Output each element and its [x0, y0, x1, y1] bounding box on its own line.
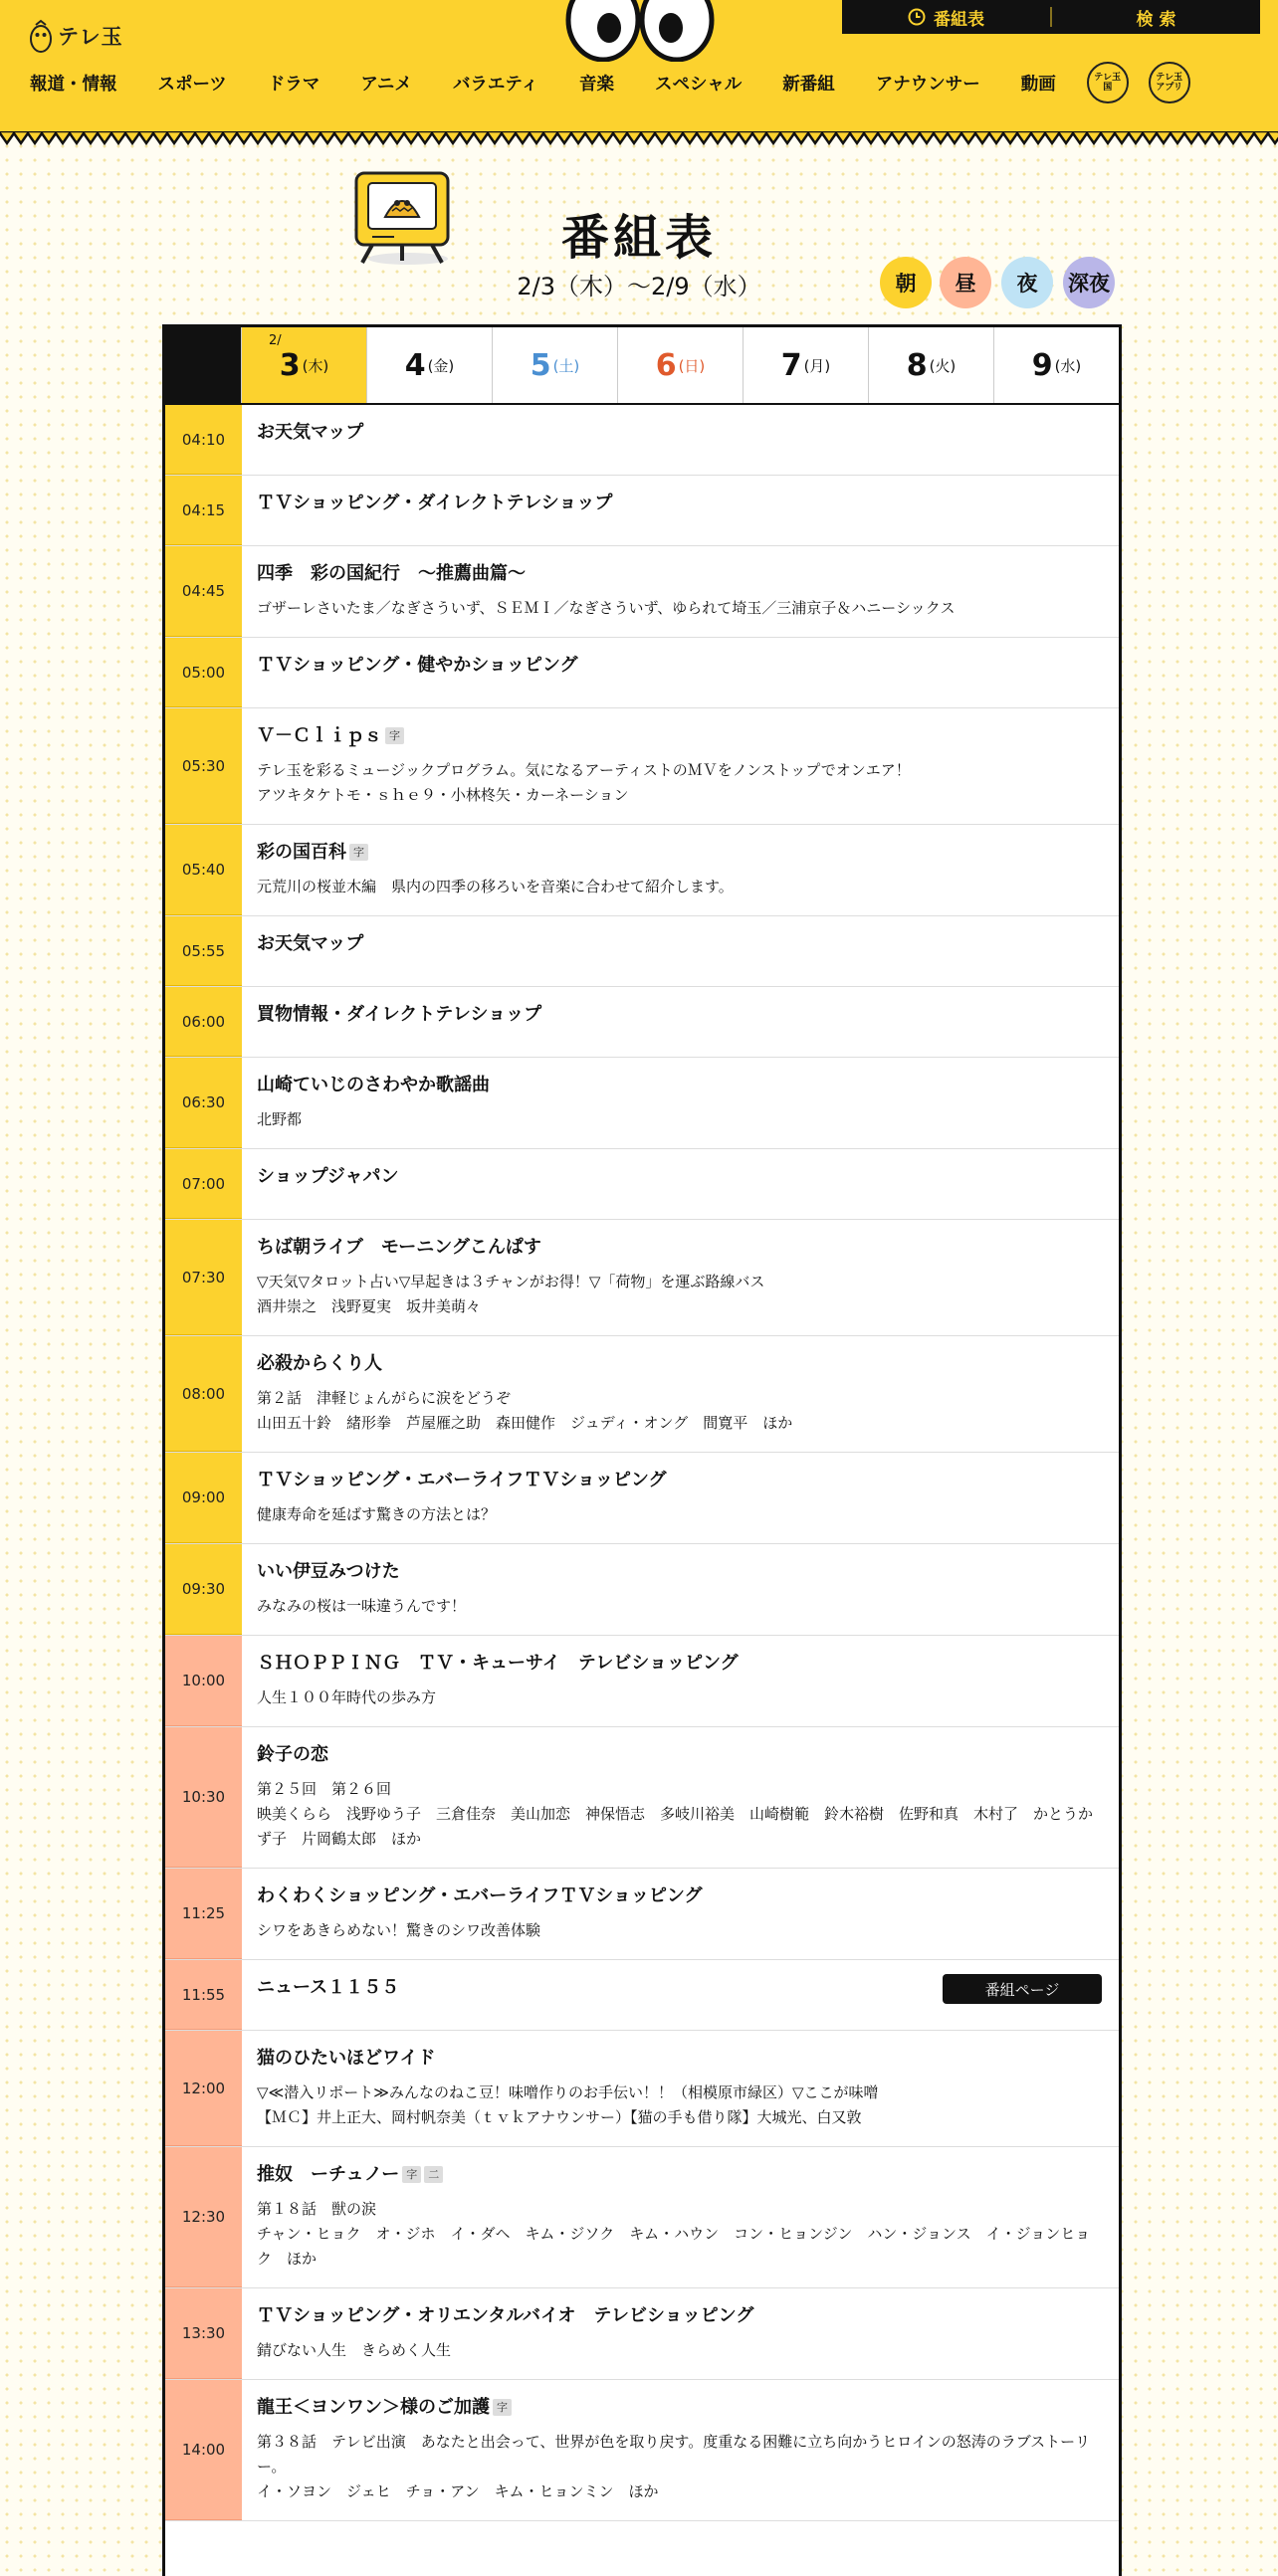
program-row[interactable] — [165, 1149, 1119, 1220]
day-tab-number: 3 — [279, 347, 301, 383]
program-info — [242, 1544, 1119, 1635]
program-info — [242, 1636, 1119, 1726]
program-time: 14:00 — [165, 2380, 242, 2520]
program-title[interactable]: 龍王＜ヨンワン＞様のご加護 字 — [257, 2396, 1105, 2420]
search-link-label: 検 索 — [1136, 9, 1176, 30]
program-time: 12:30 — [165, 2147, 242, 2287]
program-title[interactable]: ニュース１１５５ — [257, 1977, 400, 1998]
program-time: 07:00 — [165, 1149, 242, 1219]
program-description: 北野都 — [257, 1110, 303, 1128]
program-info — [242, 708, 1119, 824]
program-info — [242, 987, 1119, 1057]
program-title[interactable]: 彩の国百科 字 — [257, 841, 1105, 865]
program-row[interactable] — [165, 546, 1119, 638]
program-time: 06:00 — [165, 987, 242, 1057]
day-tab-weekday: (金) — [427, 356, 455, 375]
program-row[interactable] — [165, 1058, 1119, 1149]
program-title[interactable]: Ｖ－Ｃｌｉｐｓ 字 — [257, 724, 1105, 748]
time-of-day-late-night[interactable]: 深夜 — [1063, 257, 1115, 308]
program-badge: 字 — [493, 2399, 512, 2416]
program-row[interactable] — [165, 1453, 1119, 1544]
day-tab-number: 5 — [530, 347, 551, 383]
program-title[interactable]: ＴＶショッピング・健やかショッピング — [257, 655, 578, 676]
program-time: 05:00 — [165, 638, 242, 707]
time-of-day-night[interactable]: 夜 — [1001, 257, 1053, 308]
program-title[interactable]: 買物情報・ダイレクトテレショップ — [257, 1004, 542, 1025]
app-circle-icon[interactable]: テレ玉 アプリ — [1149, 62, 1190, 103]
day-tab-weekday: (日) — [678, 356, 706, 375]
top-utility-bar — [842, 0, 1260, 34]
program-row[interactable] — [165, 916, 1119, 987]
day-tab-month: 2/ — [269, 333, 282, 348]
program-row[interactable] — [165, 1727, 1119, 1869]
program-title[interactable]: ＴＶショッピング・エバーライフＴＶショッピング — [257, 1470, 667, 1490]
program-time: 11:25 — [165, 1869, 242, 1959]
program-time: 10:30 — [165, 1727, 242, 1868]
program-title[interactable]: 必殺からくり人 — [257, 1353, 382, 1374]
day-tab-number: 4 — [404, 347, 426, 383]
program-title[interactable]: お天気マップ — [257, 422, 364, 443]
program-description: 第２５回 第２６回 映美くらら 浅野ゆう子 三倉佳奈 美山加恋 神保悟志 多岐川裕美 山崎樹範 鈴木裕樹 佐野和真 木村了 かとうかず子 片岡鶴太郎 ほか — [257, 1780, 1094, 1848]
program-title[interactable]: 鈴子の恋 — [257, 1744, 328, 1765]
program-row[interactable] — [165, 638, 1119, 708]
day-tab-weekday: (土) — [552, 356, 580, 375]
day-tab-number: 6 — [655, 347, 677, 383]
nav-item-drama[interactable]: ドラマ — [267, 74, 320, 95]
program-title[interactable]: わくわくショッピング・エバーライフＴＶショッピング — [257, 1885, 703, 1906]
mascot-icon — [30, 18, 52, 54]
program-row[interactable] — [165, 1544, 1119, 1636]
program-description: ▽天気▽タロット占い▽早起きは３チャンがお得！▽「荷物」を運ぶ路線バス 酒井崇之 浅野夏実 坂井美萌々 — [257, 1273, 765, 1315]
schedule-table — [162, 324, 1122, 2576]
program-description: 人生１００年時代の歩み方 — [257, 1688, 437, 1706]
program-description: 第２話 津軽じょんがらに涙をどうぞ 山田五十鈴 緒形拳 芦屋雁之助 森田健作 ジュディ・オング 間寛平 ほか — [257, 1389, 793, 1432]
program-time: 11:55 — [165, 1960, 242, 2030]
nav-item-sports[interactable]: スポーツ — [157, 74, 227, 95]
day-tab-5[interactable] — [492, 327, 617, 403]
time-of-day-daytime[interactable]: 昼 — [940, 257, 991, 308]
nav-item-anime[interactable]: アニメ — [360, 74, 412, 95]
day-tab-6[interactable] — [617, 327, 743, 403]
day-tab-8[interactable] — [868, 327, 993, 403]
program-time: 13:30 — [165, 2288, 242, 2379]
day-tabs — [165, 327, 1119, 405]
program-description: ▽≪潜入リポート≫みんなのねこ豆！味噌作りのお手伝い！！（相模原市緑区）▽ここが味噌 【ＭＣ】井上正大、岡村帆奈美（ｔｖｋアナウンサー）【猫の手も借り隊】大城光、白又敦 — [257, 2083, 879, 2126]
program-time: 07:30 — [165, 1220, 242, 1335]
program-description: ゴザーレさいたま／なぎさういず、ＳＥＭＩ／なぎさういず、ゆられて埼玉／三浦京子＆ハニーシックス — [257, 599, 956, 617]
telecast-circle-icon[interactable]: テレ玉 国 — [1087, 62, 1129, 103]
nav-item-news[interactable]: 報道・情報 — [30, 74, 117, 95]
program-time: 04:10 — [165, 405, 242, 475]
site-logo[interactable] — [30, 16, 123, 56]
program-info — [242, 2380, 1119, 2520]
header-zigzag-edge — [0, 131, 1278, 147]
program-time: 04:45 — [165, 546, 242, 637]
program-info — [242, 2031, 1119, 2146]
program-info — [242, 1336, 1119, 1452]
program-time: 09:30 — [165, 1544, 242, 1635]
program-row[interactable] — [165, 2288, 1119, 2380]
program-title[interactable]: 猫のひたいほどワイド — [257, 2048, 436, 2069]
program-row[interactable] — [165, 2031, 1119, 2147]
program-title[interactable]: 四季 彩の国紀行 ～推薦曲篇～ — [257, 563, 526, 584]
eyes-icon — [565, 0, 715, 62]
program-info — [242, 2288, 1119, 2379]
program-row[interactable] — [165, 708, 1119, 825]
day-tabs-corner — [165, 327, 241, 403]
program-row[interactable] — [165, 2380, 1119, 2521]
day-tab-weekday: (月) — [803, 356, 831, 375]
program-time: 05:30 — [165, 708, 242, 824]
program-description: テレ玉を彩るミュージックプログラム。気になるアーティストのＭＶをノンストップでオンエア！ アツキタケトモ・ｓｈｅ９・小林柊矢・カーネーション — [257, 761, 911, 804]
program-page-button[interactable]: 番組ページ — [943, 1974, 1102, 2004]
program-title[interactable]: ＴＶショッピング・オリエンタルバイオ テレビショッピング — [257, 2305, 754, 2326]
nav-item-variety[interactable]: バラエティ — [452, 74, 539, 95]
program-description: 第１８話 獣の涙 チャン・ヒョク オ・ジホ イ・ダヘ キム・ジソク キム・ハウン コン・ヒョンジン ハン・ジョンス イ・ジョンヒョク ほか — [257, 2200, 1091, 2268]
program-description: 健康寿命を延ばす驚きの方法とは？ — [257, 1505, 497, 1523]
search-link[interactable] — [1052, 5, 1260, 30]
program-info — [242, 1220, 1119, 1335]
page-title: 番組表 — [560, 210, 717, 266]
program-row[interactable] — [165, 987, 1119, 1058]
program-info — [242, 825, 1119, 915]
program-row[interactable] — [165, 1960, 1119, 2031]
day-tab-weekday: (火) — [929, 356, 957, 375]
program-row[interactable] — [165, 2147, 1119, 2288]
program-title[interactable]: 山崎ていじのさわやか歌謡曲 — [257, 1075, 490, 1095]
program-row[interactable] — [165, 825, 1119, 916]
program-row[interactable] — [165, 405, 1119, 476]
program-info — [242, 1058, 1119, 1148]
program-info — [242, 2147, 1119, 2287]
program-info — [242, 1149, 1119, 1219]
site-header — [0, 0, 1278, 133]
program-badge: 二 — [424, 2166, 443, 2183]
clock-icon — [908, 8, 926, 26]
day-tab-weekday: (木) — [302, 356, 329, 375]
time-of-day-morning[interactable]: 朝 — [880, 257, 932, 308]
schedule-link-label: 番組表 — [934, 9, 984, 30]
program-time: 10:00 — [165, 1636, 242, 1726]
program-title[interactable]: ＴＶショッピング・ダイレクトテレショップ — [257, 493, 613, 513]
day-tab-7[interactable] — [743, 327, 868, 403]
program-info — [242, 1727, 1119, 1868]
program-info — [242, 916, 1119, 986]
nav-item-video[interactable]: 動画 — [1020, 74, 1056, 95]
program-description: 第３８話 テレビ出演 あなたと出会って、世界が色を取り戻す。度重なる困難に立ち向かうヒロインの怒涛のラブストーリー。 イ・ソヨン ジェヒ チョ・アン キム・ヒョンミン ほか — [257, 2433, 1091, 2500]
program-description: シワをあきらめない！驚きのシワ改善体験 — [257, 1921, 541, 1939]
program-time: 08:00 — [165, 1336, 242, 1452]
program-badge: 字 — [349, 844, 368, 861]
program-time: 09:00 — [165, 1453, 242, 1543]
program-row[interactable] — [165, 1336, 1119, 1453]
nav-item-special[interactable]: スペシャル — [655, 74, 743, 95]
day-tab-number: 8 — [906, 347, 928, 383]
day-tab-3[interactable] — [241, 327, 366, 403]
program-info — [242, 405, 1119, 475]
program-title[interactable]: ちば朝ライブ モーニングこんぱす — [257, 1237, 541, 1258]
nav-item-announcers[interactable]: アナウンサー — [875, 74, 980, 95]
program-time: 05:40 — [165, 825, 242, 915]
main-nav — [30, 62, 1190, 103]
program-info — [242, 1869, 1119, 1959]
program-title[interactable]: 推奴 ーチュノー 字 二 — [257, 2163, 1105, 2187]
program-description: 錆びない人生 きらめく人生 — [257, 2341, 452, 2359]
program-info — [242, 546, 1119, 637]
program-row[interactable] — [165, 476, 1119, 546]
program-info — [242, 1453, 1119, 1543]
day-tab-9[interactable] — [993, 327, 1119, 403]
program-row[interactable] — [165, 1869, 1119, 1960]
program-title[interactable]: ショップジャパン — [257, 1166, 399, 1187]
day-tab-weekday: (水) — [1054, 356, 1082, 375]
program-time: 04:15 — [165, 476, 242, 545]
program-description: 元荒川の桜並木編 県内の四季の移ろいを音楽に合わせて紹介します。 — [257, 878, 734, 895]
program-info — [242, 1960, 1119, 2030]
day-tab-4[interactable] — [366, 327, 492, 403]
nav-item-music[interactable]: 音楽 — [579, 74, 615, 95]
program-list — [165, 405, 1119, 2521]
nav-item-new-programs[interactable]: 新番組 — [782, 74, 835, 95]
program-info — [242, 638, 1119, 707]
program-badge: 字 — [385, 727, 404, 744]
day-tab-number: 9 — [1031, 347, 1053, 383]
logo-text: テレ玉 — [58, 25, 123, 49]
program-badge: 字 — [402, 2166, 421, 2183]
program-title[interactable]: お天気マップ — [257, 933, 364, 954]
program-time: 12:00 — [165, 2031, 242, 2146]
program-title[interactable]: いい伊豆みつけた — [257, 1561, 400, 1582]
date-range: 2/3（木）〜2/9（水） — [517, 273, 761, 300]
schedule-link[interactable] — [842, 5, 1050, 30]
program-row[interactable] — [165, 1636, 1119, 1727]
program-description: みなみの桜は一味違うんです！ — [257, 1597, 467, 1615]
program-time: 05:55 — [165, 916, 242, 986]
program-title[interactable]: ＳＨＯＰＰＩＮＧ ＴＶ・キューサイ テレビショッピング — [257, 1653, 739, 1674]
program-info — [242, 476, 1119, 545]
program-time: 06:30 — [165, 1058, 242, 1148]
program-row[interactable] — [165, 1220, 1119, 1336]
day-tab-number: 7 — [780, 347, 802, 383]
topbar-divider — [1050, 7, 1052, 27]
